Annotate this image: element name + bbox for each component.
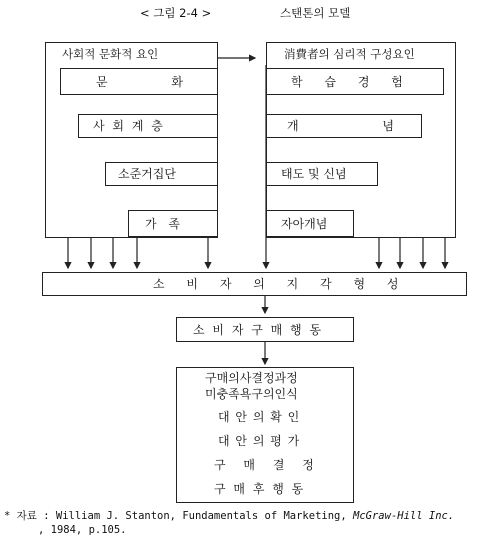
figure-number: < 그림 2-4 > <box>140 6 212 20</box>
attitude-belief-label: 태도 및 신념 <box>281 167 347 181</box>
perception-box <box>42 272 467 296</box>
process-step-identify: 대 안 의 확 인 <box>218 410 300 424</box>
purchase-behavior-label: 소 비 자 구 매 행 동 <box>193 323 324 337</box>
self-concept-label: 자아개념 <box>281 217 328 231</box>
process-step-evaluate: 대 안 의 평 가 <box>218 434 300 448</box>
social-factors-header: 사회적 문화적 요인 <box>62 47 159 61</box>
source-publisher: McGraw-Hill Inc. <box>353 510 455 522</box>
learning-experience-box <box>266 68 444 95</box>
process-step-need: 미충족욕구의인식 <box>205 387 298 401</box>
learning-experience-label: 학 습 경 험 <box>291 75 403 89</box>
process-step-postpurchase: 구 매 후 행 동 <box>214 482 304 496</box>
culture-box <box>60 68 218 95</box>
process-step-decision: 구 매 결 정 <box>214 458 314 472</box>
process-title: 구매의사결정과정 <box>205 371 298 385</box>
concept-label: 개 념 <box>287 119 394 133</box>
psych-factors-header: 消費者의 심리적 구성요인 <box>284 47 415 61</box>
concept-box <box>266 114 422 138</box>
perception-label: 소 비 자 의 지 각 형 성 <box>153 277 405 291</box>
reference-group-box <box>105 162 218 186</box>
family-label: 가 족 <box>145 217 180 231</box>
figure-title: 스탠톤의 모델 <box>280 6 351 20</box>
culture-label: 문 화 <box>96 75 183 89</box>
purchase-behavior-box <box>176 317 354 342</box>
reference-group-label: 소준거집단 <box>118 167 176 181</box>
social-class-box <box>78 114 218 138</box>
source-line-1: * 자료 : William J. Stanton, Fundamentals of Marketing, McGraw-Hill Inc. <box>4 510 455 522</box>
family-box <box>128 210 218 237</box>
attitude-belief-box <box>266 162 378 186</box>
source-line-2: , 1984, p.105. <box>38 524 127 536</box>
social-class-label: 사 회 계 층 <box>93 119 165 133</box>
self-concept-box <box>266 210 354 237</box>
